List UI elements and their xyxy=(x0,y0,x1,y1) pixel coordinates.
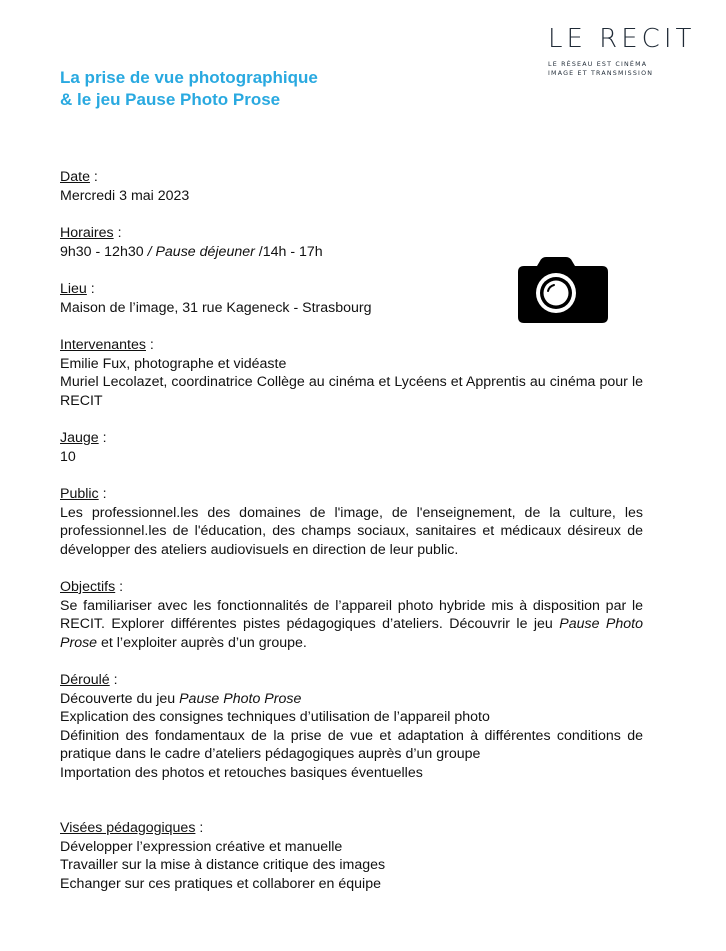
intervenante-item: Muriel Lecolazet, coordinatrice Collège au cinéma et Lycéens et Apprentis au cinéma pour le RECIT xyxy=(60,374,643,409)
section-intervenantes: Intervenantes : Emilie Fux, photographe et vidéaste Muriel Lecolazet, coordinatrice Collège au cinéma et Lycéens et Apprentis au cinéma pour le RECIT xyxy=(60,337,643,409)
logo-tagline xyxy=(548,60,678,78)
lieu-value: Maison de l’image, 31 rue Kageneck - Strasbourg xyxy=(60,299,372,316)
jauge-heading: Jauge xyxy=(60,430,99,446)
intervenantes-heading: Intervenantes xyxy=(60,337,146,353)
objectifs-heading: Objectifs xyxy=(60,579,116,595)
intervenante-item: Emilie Fux, photographe et vidéaste xyxy=(60,355,287,372)
section-objectifs: Objectifs : Se familiariser avec les fonctionnalités de l’appareil photo hybride mis à disposition par le RECIT. Explorer différentes pistes pédagogiques d’ateliers. Découvrir le jeu Pause Photo Prose et l’exploiter auprès d’un groupe. xyxy=(60,579,644,651)
section-public: Public : Les professionnel.les des domaines de l'image, de l'enseignement, de la culture, les professionnel.les de l'éducation, des champs sociaux, sanitaires et médicaux désireux de développer des ateliers audiovisuels en direction de leur public. xyxy=(60,486,643,558)
title-line-1: La prise de vue photographique xyxy=(60,68,318,87)
section-jauge: Jauge : 10 xyxy=(60,429,643,466)
deroule-heading: Déroulé xyxy=(60,672,110,688)
logo-name: LE RECIT xyxy=(548,24,696,54)
deroule-item: Définition des fondamentaux de la prise de vue et adaptation à différentes conditions de pratique dans le cadre d’ateliers pédagogiques auprès d’un groupe xyxy=(60,727,643,762)
document-body xyxy=(60,168,643,912)
visees-heading: Visées pédagogiques xyxy=(60,820,196,836)
jauge-value: 10 xyxy=(60,448,76,465)
section-deroule: Déroulé : Découverte du jeu Pause Photo Prose Explication des consignes techniques d’utilisation de l’appareil photo Définition des fondamentaux de la prise de vue et adaptation à différentes conditions de pratique dans le cadre d’ateliers pédagogiques auprès d’un groupe Importation des photos et retouches basiques éventuelles xyxy=(60,672,643,781)
visees-item: Développer l’expression créative et manuelle xyxy=(60,838,343,855)
logo-tagline-2: IMAGE ET TRANSMISSION xyxy=(548,70,654,77)
logo-tagline-1: LE RÉSEAU EST CINÉMA xyxy=(548,61,648,68)
objectifs-value: Se familiariser avec les fonctionnalités de l’appareil photo hybride mis à disposition par le RECIT. Explorer différentes pistes pédagogiques d’ateliers. Découvrir le jeu Pause Photo Prose et l’exploiter auprès d’un groupe. xyxy=(60,597,644,651)
title-line-2: & le jeu Pause Photo Prose xyxy=(60,90,281,109)
lieu-heading: Lieu xyxy=(60,281,87,297)
public-value: Les professionnel.les des domaines de l'image, de l'enseignement, de la culture, les professionnel.les de l'éducation, des champs sociaux, sanitaires et médicaux désireux de développer des ateliers audiovisuels en direction de leur public. xyxy=(60,504,643,558)
horaires-value: 9h30 - 12h30 / Pause déjeuner /14h - 17h xyxy=(60,243,323,260)
deroule-item: Importation des photos et retouches basiques éventuelles xyxy=(60,764,423,781)
date-heading: Date xyxy=(60,169,90,185)
section-horaires: Horaires : 9h30 - 12h30 / Pause déjeuner /14h - 17h xyxy=(60,224,643,261)
visees-item: Echanger sur ces pratiques et collaborer en équipe xyxy=(60,875,381,892)
section-date: Date : Mercredi 3 mai 2023 xyxy=(60,168,643,205)
horaires-heading: Horaires xyxy=(60,225,114,241)
section-lieu: Lieu : Maison de l’image, 31 rue Kageneck - Strasbourg xyxy=(60,280,643,317)
section-visees: Visées pédagogiques : Développer l’expression créative et manuelle Travailler sur la mise à distance critique des images Echanger sur ces pratiques et collaborer en équipe xyxy=(60,819,643,893)
date-value: Mercredi 3 mai 2023 xyxy=(60,187,190,204)
public-heading: Public xyxy=(60,486,99,502)
deroule-item: Découverte du jeu Pause Photo Prose xyxy=(60,690,302,707)
visees-item: Travailler sur la mise à distance critique des images xyxy=(60,857,386,873)
le-recit-logo xyxy=(548,24,696,78)
deroule-item: Explication des consignes techniques d’utilisation de l’appareil photo xyxy=(60,709,490,725)
document-title xyxy=(60,67,318,111)
